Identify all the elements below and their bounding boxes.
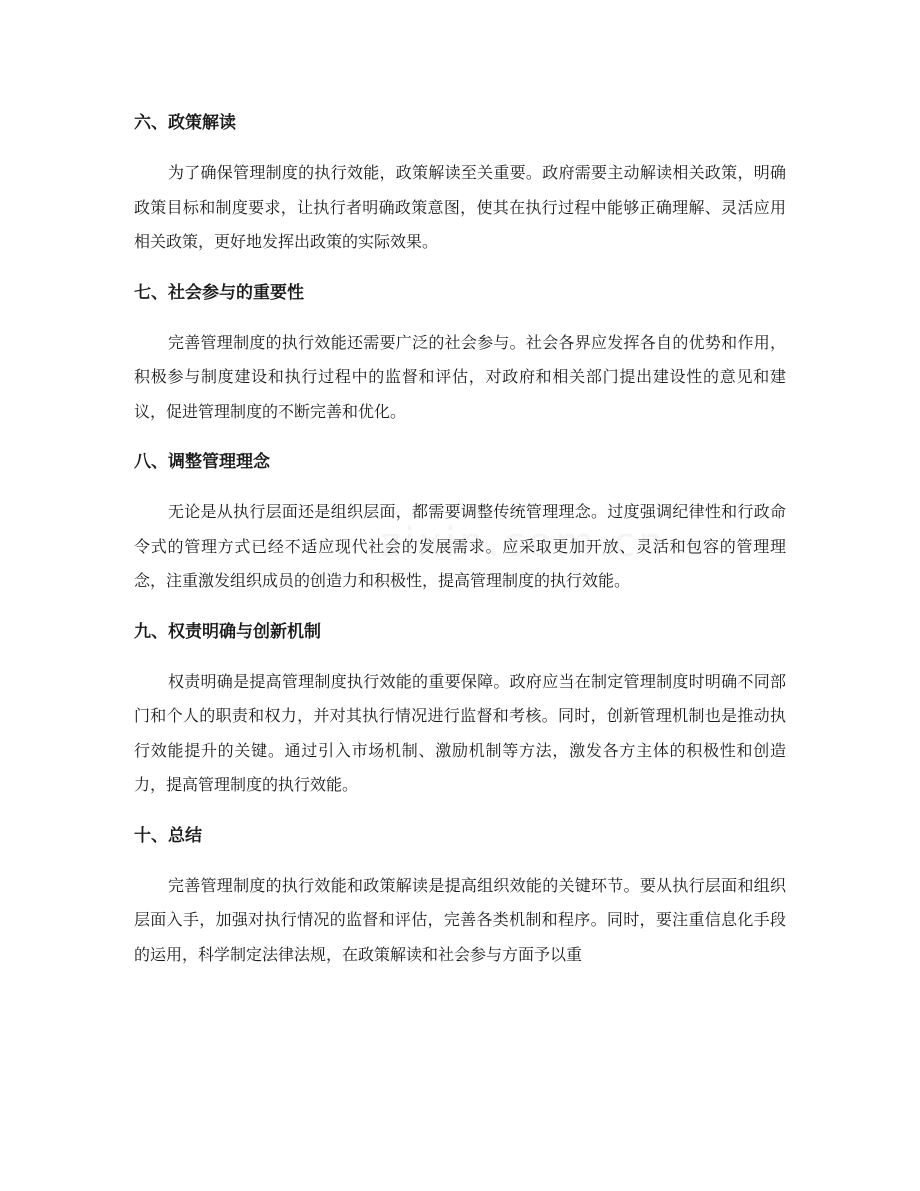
section-heading: 九、权责明确与创新机制 (134, 621, 321, 642)
document-content (134, 106, 786, 988)
section-paragraph: 无论是从执行层面还是组织层面，都需要调整传统管理理念。过度强调纪律性和行政命令式的管理方式已经不适应现代社会的发展需求。应采取更加开放、灵活和包容的管理理念，注重激发组织成员的创造力和积极性，提高管理制度的执行效能。 (134, 502, 786, 590)
section-heading: 七、社会参与的重要性 (134, 282, 304, 303)
section-social-participation (134, 276, 786, 430)
section-heading: 六、政策解读 (134, 113, 236, 133)
section-paragraph: 为了确保管理制度的执行效能，政策解读至关重要。政府需要主动解读相关政策，明确政策目标和制度要求，让执行者明确政策意图，使其在执行过程中能够正确理解、灵活应用相关政策，更好地发挥出政策的实际效果。 (134, 163, 786, 251)
section-heading: 八、调整管理理念 (134, 452, 270, 472)
section-policy-interpretation (134, 106, 786, 260)
section-management-concept (134, 445, 786, 599)
section-paragraph: 权责明确是提高管理制度执行效能的重要保障。政府应当在制定管理制度时明确不同部门和个人的职责和权力，并对其执行情况进行监督和考核。同时，创新管理机制也是推动执行效能提升的关键。通过引入市场机制、激励机制等方法，激发各方主体的积极性和创造力，提高管理制度的执行效能。 (134, 671, 786, 794)
section-paragraph: 完善管理制度的执行效能还需要广泛的社会参与。社会各界应发挥各自的优势和作用，积极参与制度建设和执行过程中的监督和评估，对政府和相关部门提出建设性的意见和建议，促进管理制度的不断完善和优化。 (134, 332, 786, 421)
section-summary (134, 819, 786, 973)
section-responsibility-innovation (134, 615, 786, 803)
section-paragraph: 完善管理制度的执行效能和政策解读是提高组织效能的关键环节。要从执行层面和组织层面入手，加强对执行情况的监督和评估，完善各类机制和程序。同时，要注重信息化手段的运用，科学制定法律法规，在政策解读和社会参与方面予以重 (134, 875, 786, 964)
section-heading: 十、总结 (134, 825, 202, 846)
